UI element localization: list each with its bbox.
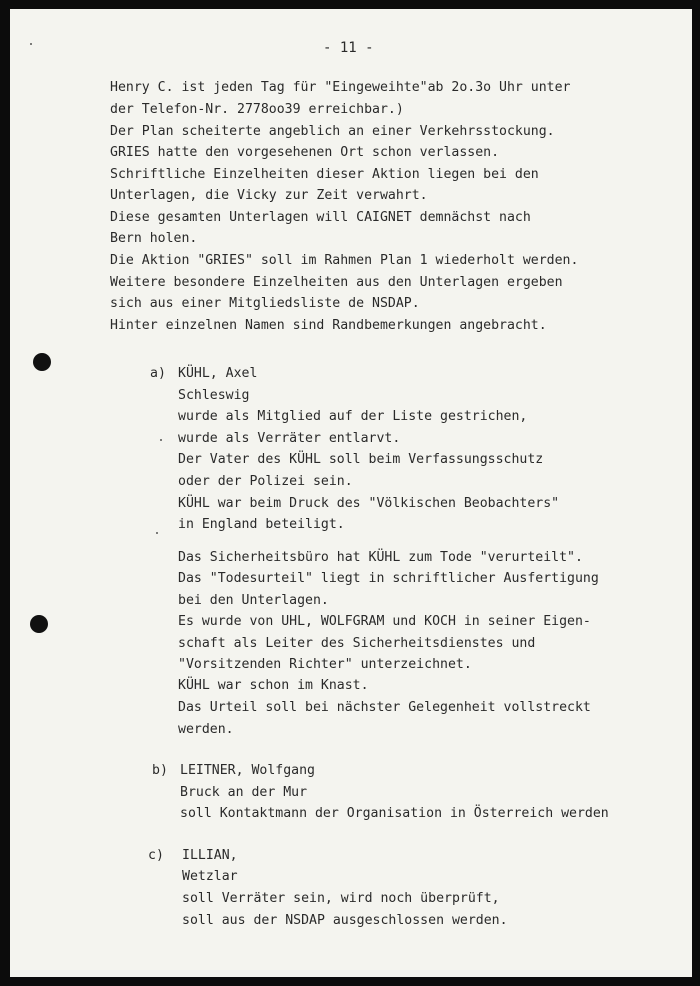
body-line: der Telefon-Nr. 2778oo39 erreichbar.) — [110, 102, 404, 117]
entry-line: Das Sicherheitsbüro hat KÜHL zum Tode "verurteilt". — [178, 550, 583, 565]
entry-line: Bruck an der Mur — [180, 785, 308, 800]
body-line: Weitere besondere Einzelheiten aus den Unterlagen ergeben — [110, 275, 563, 290]
entry-name: KÜHL, Axel — [178, 366, 258, 381]
entry-name: LEITNER, Wolfgang — [180, 763, 315, 778]
speck — [30, 43, 32, 45]
entry-marker: a) — [150, 366, 166, 381]
entry-line: schaft als Leiter des Sicherheitsdienstes und — [178, 636, 536, 651]
entry-line: KÜHL war schon im Knast. — [178, 678, 369, 693]
body-line: GRIES hatte den vorgesehenen Ort schon verlassen. — [110, 145, 500, 160]
entry-line: wurde als Mitglied auf der Liste gestrichen, — [178, 409, 528, 424]
body-line: Der Plan scheiterte angeblich an einer Verkehrsstockung. — [110, 124, 555, 139]
entry-line: wurde als Verräter entlarvt. — [178, 431, 401, 446]
entry-line: Der Vater des KÜHL soll beim Verfassungsschutz — [178, 452, 544, 467]
entry-line: Es wurde von UHL, WOLFGRAM und KOCH in seiner Eigen- — [178, 614, 591, 629]
punch-hole-top — [33, 353, 51, 371]
entry-line: oder der Polizei sein. — [178, 474, 353, 489]
entry-line: Das "Todesurteil" liegt in schriftlicher Ausfertigung — [178, 571, 599, 586]
body-line: Bern holen. — [110, 231, 198, 246]
document-page — [10, 9, 692, 977]
entry-line: werden. — [178, 722, 234, 737]
entry-line: "Vorsitzenden Richter" unterzeichnet. — [178, 657, 472, 672]
punch-hole-bottom — [30, 615, 48, 633]
body-line: Die Aktion "GRIES" soll im Rahmen Plan 1 wiederholt werden. — [110, 253, 579, 268]
body-line: Schriftliche Einzelheiten dieser Aktion liegen bei den — [110, 167, 539, 182]
entry-line: soll aus der NSDAP ausgeschlossen werden. — [182, 913, 508, 928]
entry-line: Das Urteil soll bei nächster Gelegenheit vollstreckt — [178, 700, 591, 715]
entry-line: bei den Unterlagen. — [178, 593, 329, 608]
body-line: sich aus einer Mitgliedsliste de NSDAP. — [110, 296, 420, 311]
entry-marker: b) — [152, 763, 168, 778]
entry-line: in England beteiligt. — [178, 517, 345, 532]
body-line: Hinter einzelnen Namen sind Randbemerkungen angebracht. — [110, 318, 547, 333]
entry-line: soll Verräter sein, wird noch überprüft, — [182, 891, 500, 906]
entry-line: soll Kontaktmann der Organisation in Österreich werden — [180, 806, 609, 821]
speck — [160, 439, 162, 441]
entry-line: Wetzlar — [182, 869, 238, 884]
speck — [156, 532, 158, 534]
entry-marker: c) — [148, 848, 164, 863]
body-line: Diese gesamten Unterlagen will CAIGNET demnächst nach — [110, 210, 531, 225]
body-line: Henry C. ist jeden Tag für "Eingeweihte"ab 2o.3o Uhr unter — [110, 80, 571, 95]
body-line: Unterlagen, die Vicky zur Zeit verwahrt. — [110, 188, 428, 203]
entry-line: Schleswig — [178, 388, 250, 403]
entry-name: ILLIAN, — [182, 848, 238, 863]
page-number: - 11 - — [323, 40, 374, 56]
entry-line: KÜHL war beim Druck des "Völkischen Beobachters" — [178, 496, 560, 511]
